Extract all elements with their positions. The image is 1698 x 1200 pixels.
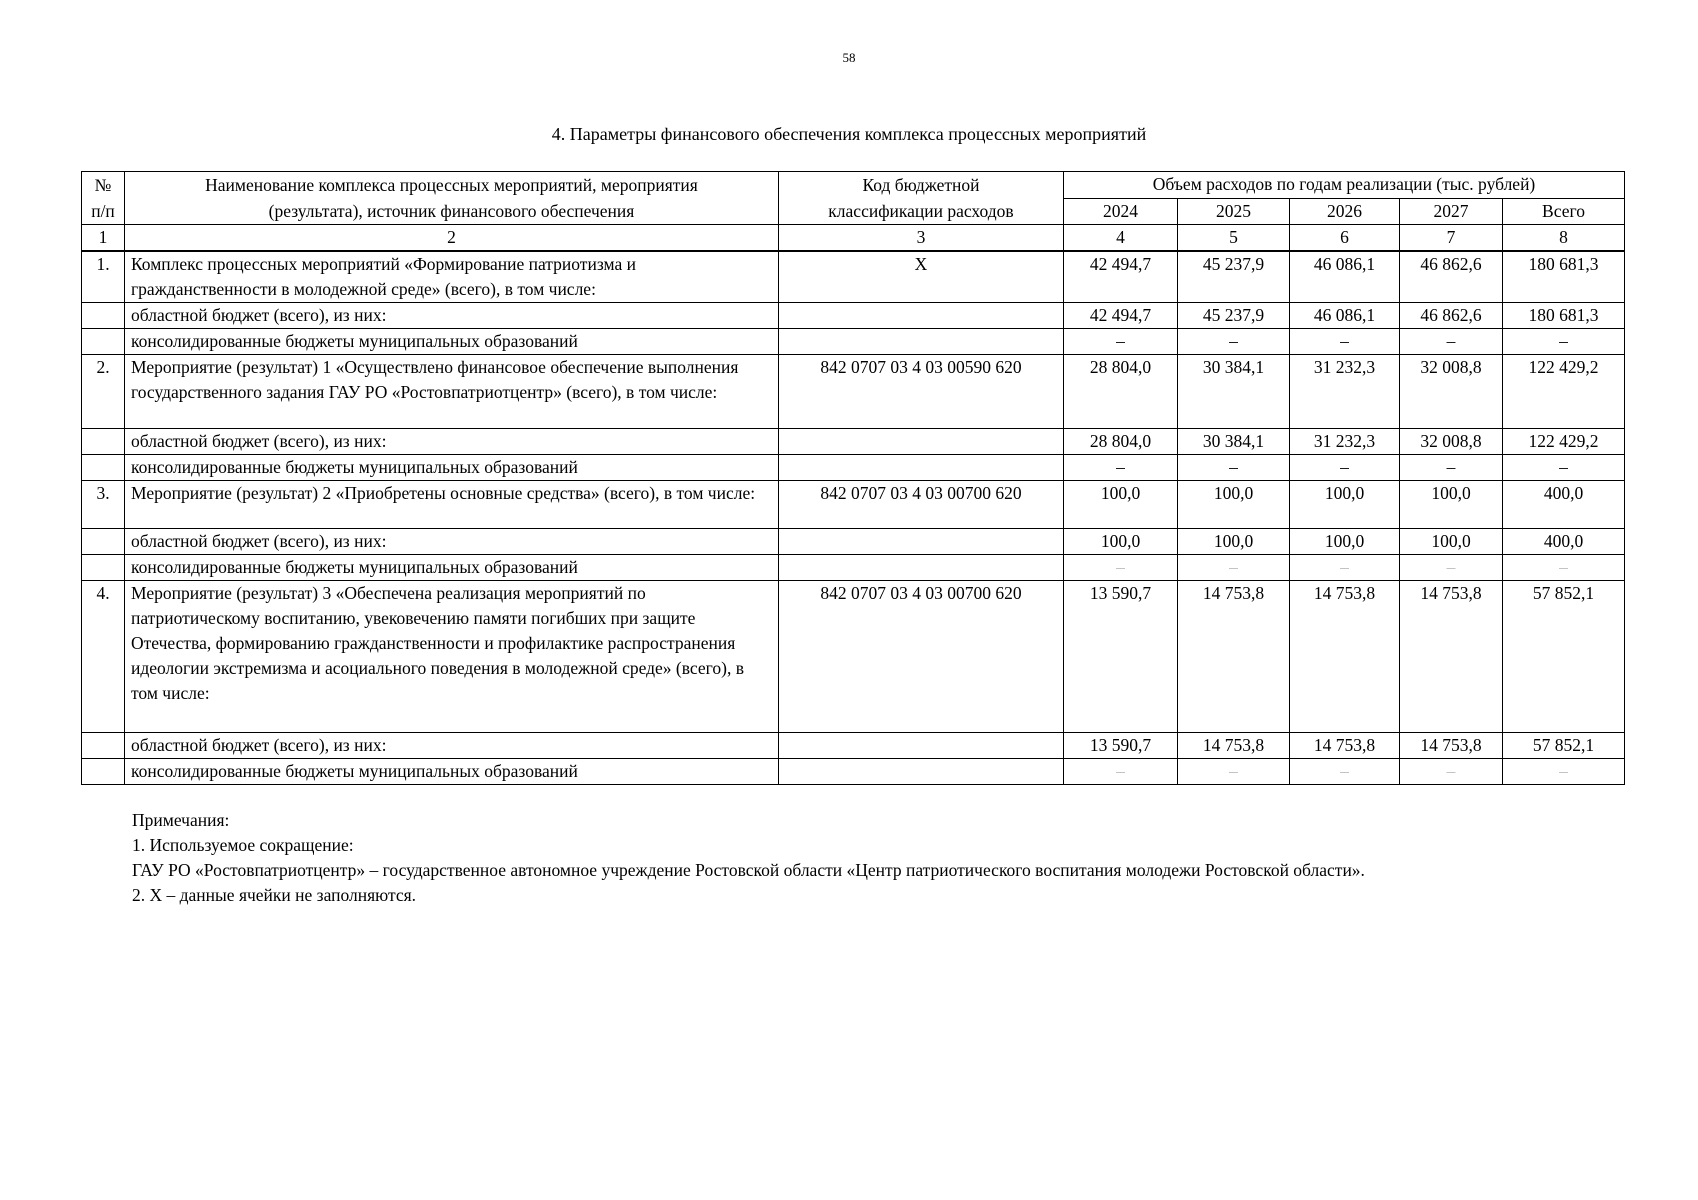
value-cell: [1290, 555, 1400, 581]
row-name: областной бюджет (всего), из них:: [125, 303, 779, 329]
value-cell: [1400, 329, 1503, 355]
value-cell: [1290, 455, 1400, 481]
budget-code: 842 0707 03 4 03 00700 620: [779, 581, 1064, 733]
complex-row: [82, 355, 1625, 429]
value-cell: 13 590,7: [1064, 733, 1178, 759]
row-number: [82, 555, 125, 581]
regional-budget-row: [82, 303, 1625, 329]
header-year: 2025: [1178, 198, 1290, 225]
dash-value: –: [1559, 557, 1568, 577]
row-number: [82, 329, 125, 355]
dash-value: –: [1340, 331, 1349, 351]
value-cell: [1064, 759, 1178, 785]
complex-row: [82, 251, 1625, 303]
row-number: [82, 455, 125, 481]
row-name: Мероприятие (результат) 2 «Приобретены основные средства» (всего), в том числе:: [125, 481, 779, 529]
row-name: областной бюджет (всего), из них:: [125, 733, 779, 759]
value-cell: [1064, 555, 1178, 581]
column-numbers-row: [82, 225, 1625, 252]
row-number: [82, 733, 125, 759]
header-year: 2027: [1400, 198, 1503, 225]
row-name: консолидированные бюджеты муниципальных образований: [125, 759, 779, 785]
value-cell: 100,0: [1400, 529, 1503, 555]
budget-code: [779, 329, 1064, 355]
dash-value: –: [1229, 761, 1238, 781]
dash-value: –: [1116, 457, 1125, 477]
value-cell: 46 862,6: [1400, 303, 1503, 329]
row-number: [82, 759, 125, 785]
header-row: [82, 172, 1625, 199]
value-cell: 30 384,1: [1178, 355, 1290, 429]
budget-code: [779, 455, 1064, 481]
value-cell: 14 753,8: [1178, 733, 1290, 759]
row-name: консолидированные бюджеты муниципальных образований: [125, 329, 779, 355]
header-total: Всего: [1503, 198, 1625, 225]
value-cell: 100,0: [1290, 529, 1400, 555]
value-cell: 46 086,1: [1290, 303, 1400, 329]
row-number: 3.: [82, 481, 125, 529]
value-cell: 42 494,7: [1064, 251, 1178, 303]
value-cell: 100,0: [1064, 481, 1178, 529]
dash-value: –: [1229, 457, 1238, 477]
column-number: 5: [1178, 225, 1290, 252]
dash-value: –: [1446, 457, 1456, 477]
row-name: Мероприятие (результат) 1 «Осуществлено финансовое обеспечение выполнения государственного задания ГАУ РО «Ростовпатриотцентр» (всего), в том числе:: [125, 355, 779, 429]
row-number: [82, 529, 125, 555]
value-cell: [1064, 329, 1178, 355]
dash-value: –: [1116, 557, 1125, 577]
dash-value: –: [1446, 331, 1456, 351]
value-cell: 31 232,3: [1290, 429, 1400, 455]
column-number: 3: [779, 225, 1064, 252]
page-number: 58: [842, 50, 856, 65]
value-cell: 100,0: [1400, 481, 1503, 529]
dash-value: –: [1116, 761, 1125, 781]
header-num: № п/п: [82, 172, 125, 225]
notes: [132, 808, 1365, 908]
value-cell: 100,0: [1178, 529, 1290, 555]
row-number: 4.: [82, 581, 125, 733]
table-body: [82, 251, 1625, 785]
value-cell: 46 086,1: [1290, 251, 1400, 303]
note-item: 2. Х – данные ячейки не заполняются.: [132, 885, 417, 905]
municipal-budget-row: [82, 555, 1625, 581]
value-cell: 100,0: [1290, 481, 1400, 529]
dash-value: –: [1340, 557, 1349, 577]
value-cell: 46 862,6: [1400, 251, 1503, 303]
value-cell: [1178, 329, 1290, 355]
row-number: 1.: [82, 251, 125, 303]
value-cell: 100,0: [1064, 529, 1178, 555]
column-number: 7: [1400, 225, 1503, 252]
value-cell: [1290, 759, 1400, 785]
municipal-budget-row: [82, 759, 1625, 785]
value-total: 400,0: [1503, 529, 1625, 555]
value-cell: 28 804,0: [1064, 429, 1178, 455]
header-volume: Объем расходов по годам реализации (тыс. рублей): [1064, 172, 1625, 199]
row-name: областной бюджет (всего), из них:: [125, 429, 779, 455]
budget-code: [779, 733, 1064, 759]
row-name: консолидированные бюджеты муниципальных образований: [125, 455, 779, 481]
header-year: 2024: [1064, 198, 1178, 225]
value-total: 400,0: [1503, 481, 1625, 529]
value-total: 122 429,2: [1503, 355, 1625, 429]
dash-value: –: [1446, 761, 1456, 781]
dash-value: –: [1446, 557, 1456, 577]
header-code: Код бюджетной классификации расходов: [779, 172, 1064, 225]
budget-code: 842 0707 03 4 03 00700 620: [779, 481, 1064, 529]
value-cell: 28 804,0: [1064, 355, 1178, 429]
regional-budget-row: [82, 733, 1625, 759]
value-cell: 100,0: [1178, 481, 1290, 529]
value-total: [1503, 759, 1625, 785]
budget-code: 842 0707 03 4 03 00590 620: [779, 355, 1064, 429]
value-cell: 14 753,8: [1400, 581, 1503, 733]
complex-row: [82, 581, 1625, 733]
value-total: 122 429,2: [1503, 429, 1625, 455]
row-name: Комплекс процессных мероприятий «Формирование патриотизма и гражданственности в молодежной среде» (всего), в том числе:: [125, 251, 779, 303]
value-cell: 14 753,8: [1290, 733, 1400, 759]
value-cell: [1290, 329, 1400, 355]
value-cell: 45 237,9: [1178, 251, 1290, 303]
column-number: 8: [1503, 225, 1625, 252]
value-cell: 42 494,7: [1064, 303, 1178, 329]
row-number: [82, 429, 125, 455]
budget-code: [779, 555, 1064, 581]
note-item: 1. Используемое сокращение:: [132, 835, 354, 855]
value-cell: 14 753,8: [1178, 581, 1290, 733]
value-cell: 14 753,8: [1290, 581, 1400, 733]
value-cell: [1400, 759, 1503, 785]
section-title: 4. Параметры финансового обеспечения комплекса процессных мероприятий: [551, 124, 1147, 144]
value-cell: 30 384,1: [1178, 429, 1290, 455]
column-number: 6: [1290, 225, 1400, 252]
value-cell: 32 008,8: [1400, 429, 1503, 455]
budget-code: [779, 303, 1064, 329]
dash-value: –: [1340, 761, 1349, 781]
dash-value: –: [1559, 331, 1568, 351]
value-cell: [1178, 759, 1290, 785]
value-cell: [1064, 455, 1178, 481]
column-number: 2: [125, 225, 779, 252]
value-cell: 14 753,8: [1400, 733, 1503, 759]
budget-code: X: [779, 251, 1064, 303]
dash-value: –: [1559, 457, 1568, 477]
dash-value: –: [1229, 331, 1238, 351]
value-cell: 45 237,9: [1178, 303, 1290, 329]
row-name: Мероприятие (результат) 3 «Обеспечена реализация мероприятий по патриотическому воспитанию, увековечению памяти погибших при защите Отечества, формированию гражданственности и профилактике распространения идеологии экстремизма и асоциального поведения в молодежной среде» (всего), в том числе:: [125, 581, 779, 733]
municipal-budget-row: [82, 329, 1625, 355]
dash-value: –: [1559, 761, 1568, 781]
dash-value: –: [1229, 557, 1238, 577]
municipal-budget-row: [82, 455, 1625, 481]
regional-budget-row: [82, 429, 1625, 455]
value-total: 180 681,3: [1503, 303, 1625, 329]
regional-budget-row: [82, 529, 1625, 555]
value-cell: [1178, 455, 1290, 481]
dash-value: –: [1340, 457, 1349, 477]
financing-table: [81, 171, 1625, 785]
value-total: 57 852,1: [1503, 581, 1625, 733]
note-item: ГАУ РО «Ростовпатриотцентр» – государственное автономное учреждение Ростовской области «Центр патриотического воспитания молодежи Ростовской области».: [132, 860, 1365, 880]
budget-code: [779, 529, 1064, 555]
notes-heading: Примечания:: [132, 810, 230, 830]
value-total: [1503, 329, 1625, 355]
value-cell: [1178, 555, 1290, 581]
row-name: областной бюджет (всего), из них:: [125, 529, 779, 555]
column-number: 1: [82, 225, 125, 252]
row-name: консолидированные бюджеты муниципальных образований: [125, 555, 779, 581]
header-name: Наименование комплекса процессных мероприятий, мероприятия (результата), источник финансового обеспечения: [125, 172, 779, 225]
value-cell: 31 232,3: [1290, 355, 1400, 429]
value-cell: [1400, 455, 1503, 481]
budget-code: [779, 429, 1064, 455]
value-total: 57 852,1: [1503, 733, 1625, 759]
value-cell: [1400, 555, 1503, 581]
complex-row: [82, 481, 1625, 529]
row-number: [82, 303, 125, 329]
value-total: 180 681,3: [1503, 251, 1625, 303]
value-cell: 32 008,8: [1400, 355, 1503, 429]
budget-code: [779, 759, 1064, 785]
value-cell: 13 590,7: [1064, 581, 1178, 733]
header-year: 2026: [1290, 198, 1400, 225]
column-number: 4: [1064, 225, 1178, 252]
row-number: 2.: [82, 355, 125, 429]
value-total: [1503, 455, 1625, 481]
value-total: [1503, 555, 1625, 581]
dash-value: –: [1116, 331, 1125, 351]
